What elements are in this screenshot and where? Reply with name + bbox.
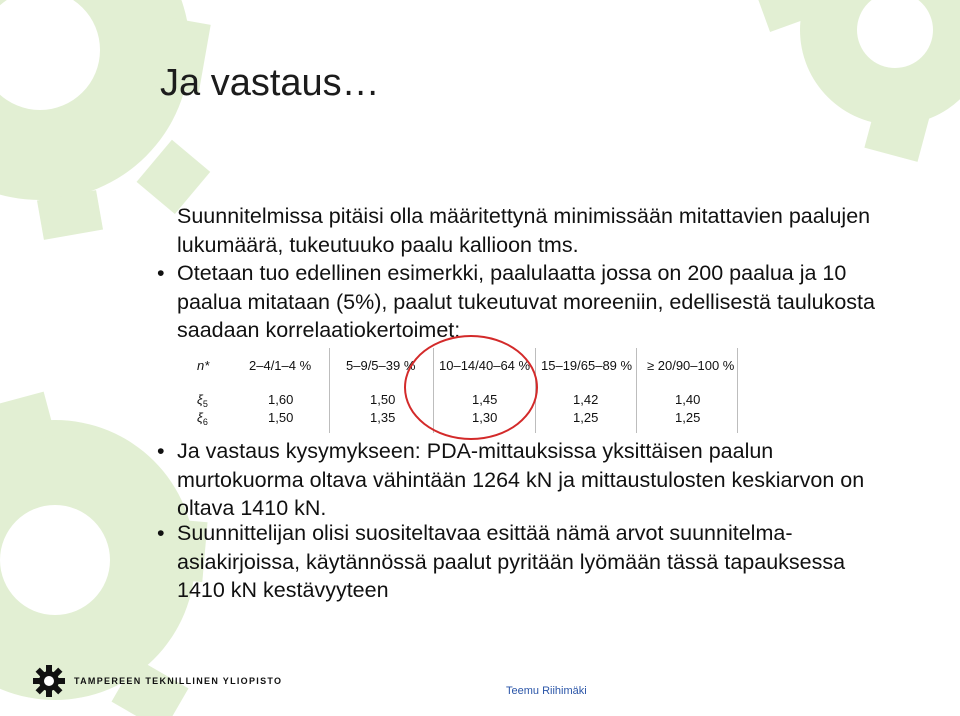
slide-title: Ja vastaus… — [160, 62, 380, 104]
university-name: TAMPEREEN TEKNILLINEN YLIOPISTO — [74, 676, 283, 686]
bullet-text: • Otetaan tuo edellinen esimerkki, paalulaatta jossa on 200 paalua ja 10 paalua mitataan (5%), paalut tukeutuvat moreeniin, edellisestä taulukosta saadaan korrelaatiokertoimet: — [155, 259, 895, 345]
tut-gear-logo-icon — [32, 664, 66, 698]
table-cell: 1,60 — [268, 392, 294, 407]
table-cell: 1,40 — [675, 392, 701, 407]
column-header: ≥ 20/90–100 % — [647, 358, 735, 373]
row-symbol — [197, 410, 208, 427]
bullet-item — [155, 519, 895, 605]
bullet-text: • Ja vastaus kysymykseen: PDA-mittauksissa yksittäisen paalun murtokuorma oltava vähintään 1264 kN ja mittaustulosten keskiarvon on oltava 1410 kN. — [155, 437, 895, 523]
xi-subscript: 6 — [202, 417, 208, 427]
author-name: Teemu Riihimäki — [506, 685, 587, 697]
table-cell: 1,42 — [573, 392, 599, 407]
bullet-item — [155, 259, 895, 345]
bullet-text: • Suunnittelijan olisi suositeltavaa esittää nämä arvot suunnitelma-asiakirjoissa, käytännössä paalut pyritään lyömään tässä tapauksessa 1410 kN kestävyyteen — [155, 519, 895, 605]
table-cell: 1,30 — [472, 410, 498, 425]
xi-subscript: 5 — [202, 399, 208, 409]
xi-symbol: ξ — [197, 392, 203, 407]
intro-paragraph — [155, 202, 895, 259]
bullet-item — [155, 437, 895, 523]
column-header: 5–9/5–39 % — [346, 358, 416, 373]
column-header: 2–4/1–4 % — [249, 358, 312, 373]
header-label: n* — [197, 358, 210, 373]
table-cell: 1,45 — [472, 392, 498, 407]
row-symbol — [197, 392, 208, 409]
xi-symbol: ξ — [197, 410, 203, 425]
table-cell: 1,25 — [675, 410, 701, 425]
table-cell: 1,50 — [268, 410, 294, 425]
intro-text: Suunnitelmissa pitäisi olla määritettynä minimissään mitattavien paalujen lukumäärä, tukeutuuko paalu kallioon tms. — [177, 204, 871, 257]
table-cell: 1,25 — [573, 410, 599, 425]
university-logo — [32, 664, 282, 698]
column-header: 10–14/40–64 % — [439, 358, 531, 373]
column-header: 15–19/65–89 % — [541, 358, 633, 373]
table-cell: 1,35 — [370, 410, 396, 425]
highlight-ellipse — [404, 335, 538, 440]
table-cell: 1,50 — [370, 392, 396, 407]
